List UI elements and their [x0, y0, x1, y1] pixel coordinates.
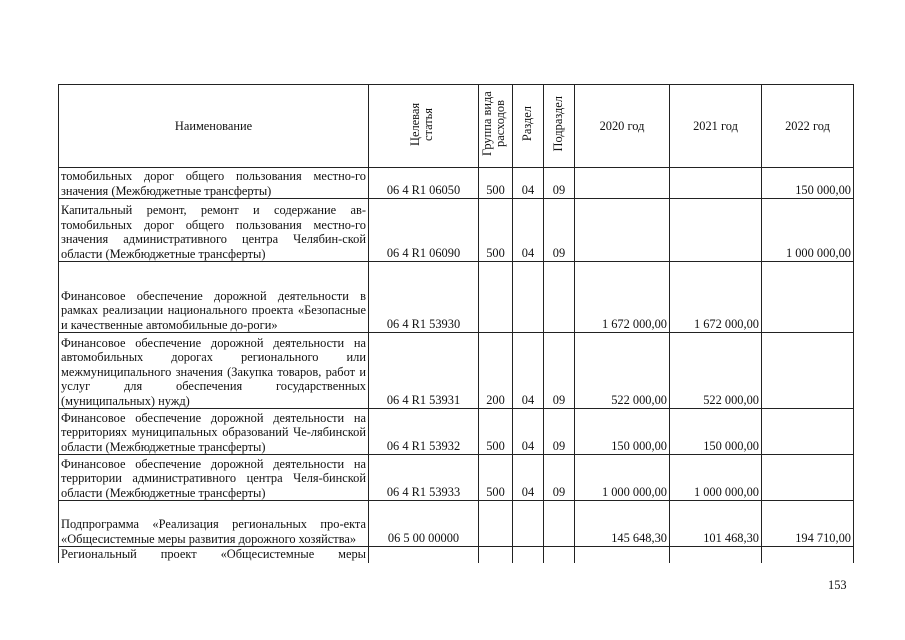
- row-2022: 150 000,00: [762, 168, 854, 199]
- header-expense-group: Группа вида расходов: [479, 85, 513, 168]
- row-section: [513, 547, 544, 563]
- row-code: 06 4 R1 06090: [369, 199, 479, 262]
- row-name: томобильных дорог общего пользования местно-го значения (Межбюджетные трансферты): [59, 168, 369, 199]
- row-2020: 1 672 000,00: [575, 262, 670, 333]
- row-subsection: [544, 501, 575, 547]
- row-2020: [575, 199, 670, 262]
- row-2021: [670, 168, 762, 199]
- row-section: 04: [513, 409, 544, 455]
- row-2022: 194 710,00: [762, 501, 854, 547]
- row-2020: [575, 168, 670, 199]
- row-section: 04: [513, 168, 544, 199]
- table-row: [59, 168, 854, 199]
- table-row: [59, 333, 854, 409]
- row-2021: 1 672 000,00: [670, 262, 762, 333]
- row-group: 500: [479, 168, 513, 199]
- row-section: 04: [513, 455, 544, 501]
- row-name: Финансовое обеспечение дорожной деятельности на автомобильных дорогах регионального или межмуниципального значения (Закупка товаров, работ и услуг для обеспечения государственных (муниципальных) нужд): [59, 333, 369, 409]
- row-2020: 1 000 000,00: [575, 455, 670, 501]
- row-code: 06 5 00 00000: [369, 501, 479, 547]
- row-subsection: 09: [544, 168, 575, 199]
- row-subsection: 09: [544, 199, 575, 262]
- row-code: 06 4 R1 53933: [369, 455, 479, 501]
- row-2022: [762, 409, 854, 455]
- row-2020: [575, 547, 670, 563]
- row-name: Финансовое обеспечение дорожной деятельности на территории административного центра Челя-бинской области (Межбюджетные трансферты): [59, 455, 369, 501]
- row-2022: 1 000 000,00: [762, 199, 854, 262]
- row-2022: [762, 547, 854, 563]
- table-row: [59, 199, 854, 262]
- row-2020: 522 000,00: [575, 333, 670, 409]
- row-subsection: 09: [544, 333, 575, 409]
- row-group: [479, 262, 513, 333]
- row-2021: 150 000,00: [670, 409, 762, 455]
- row-group: [479, 501, 513, 547]
- row-2021: 522 000,00: [670, 333, 762, 409]
- table-header-row: [59, 85, 854, 168]
- row-2021: [670, 547, 762, 563]
- row-2022: [762, 262, 854, 333]
- row-2020: 145 648,30: [575, 501, 670, 547]
- row-code: 06 4 R1 53931: [369, 333, 479, 409]
- row-name: Финансовое обеспечение дорожной деятельности в рамках реализации национального проекта «Безопасные и качественные автомобильные до-роги»: [59, 262, 369, 333]
- table-row: [59, 501, 854, 547]
- row-code: 06 4 R1 53930: [369, 262, 479, 333]
- page-number: 153: [828, 578, 847, 592]
- header-subsection: Подраздел: [544, 85, 575, 168]
- row-group: [479, 547, 513, 563]
- row-group: 200: [479, 333, 513, 409]
- row-code: [369, 547, 479, 563]
- row-group: 500: [479, 199, 513, 262]
- row-2021: [670, 199, 762, 262]
- header-2020: 2020 год: [575, 85, 670, 168]
- row-2021: 1 000 000,00: [670, 455, 762, 501]
- row-code: 06 4 R1 06050: [369, 168, 479, 199]
- row-group: 500: [479, 409, 513, 455]
- row-subsection: [544, 262, 575, 333]
- table-row: [59, 262, 854, 333]
- row-subsection: [544, 547, 575, 563]
- row-name: Региональный проект «Общесистемные меры: [59, 547, 369, 563]
- row-2022: [762, 455, 854, 501]
- header-target-article: Целевая статья: [369, 85, 479, 168]
- row-section: [513, 501, 544, 547]
- header-name: Наименование: [59, 85, 369, 168]
- row-name: Подпрограмма «Реализация региональных про-екта «Общесистемные меры развития дорожного хозяйства»: [59, 501, 369, 547]
- header-section: Раздел: [513, 85, 544, 168]
- row-code: 06 4 R1 53932: [369, 409, 479, 455]
- row-group: 500: [479, 455, 513, 501]
- budget-table: [58, 84, 854, 563]
- row-subsection: 09: [544, 409, 575, 455]
- row-subsection: 09: [544, 455, 575, 501]
- table-row: [59, 455, 854, 501]
- row-2021: 101 468,30: [670, 501, 762, 547]
- row-section: 04: [513, 333, 544, 409]
- header-2021: 2021 год: [670, 85, 762, 168]
- table-row: [59, 547, 854, 563]
- row-name: Финансовое обеспечение дорожной деятельности на территориях муниципальных образований Че-лябинской области (Межбюджетные трансферты): [59, 409, 369, 455]
- row-section: [513, 262, 544, 333]
- row-section: 04: [513, 199, 544, 262]
- row-2020: 150 000,00: [575, 409, 670, 455]
- header-2022: 2022 год: [762, 85, 854, 168]
- table-row: [59, 409, 854, 455]
- row-name: Капитальный ремонт, ремонт и содержание ав-томобильных дорог общего пользования местно-го значения административного центра Челябин-ской области (Межбюджетные трансферты): [59, 199, 369, 262]
- row-2022: [762, 333, 854, 409]
